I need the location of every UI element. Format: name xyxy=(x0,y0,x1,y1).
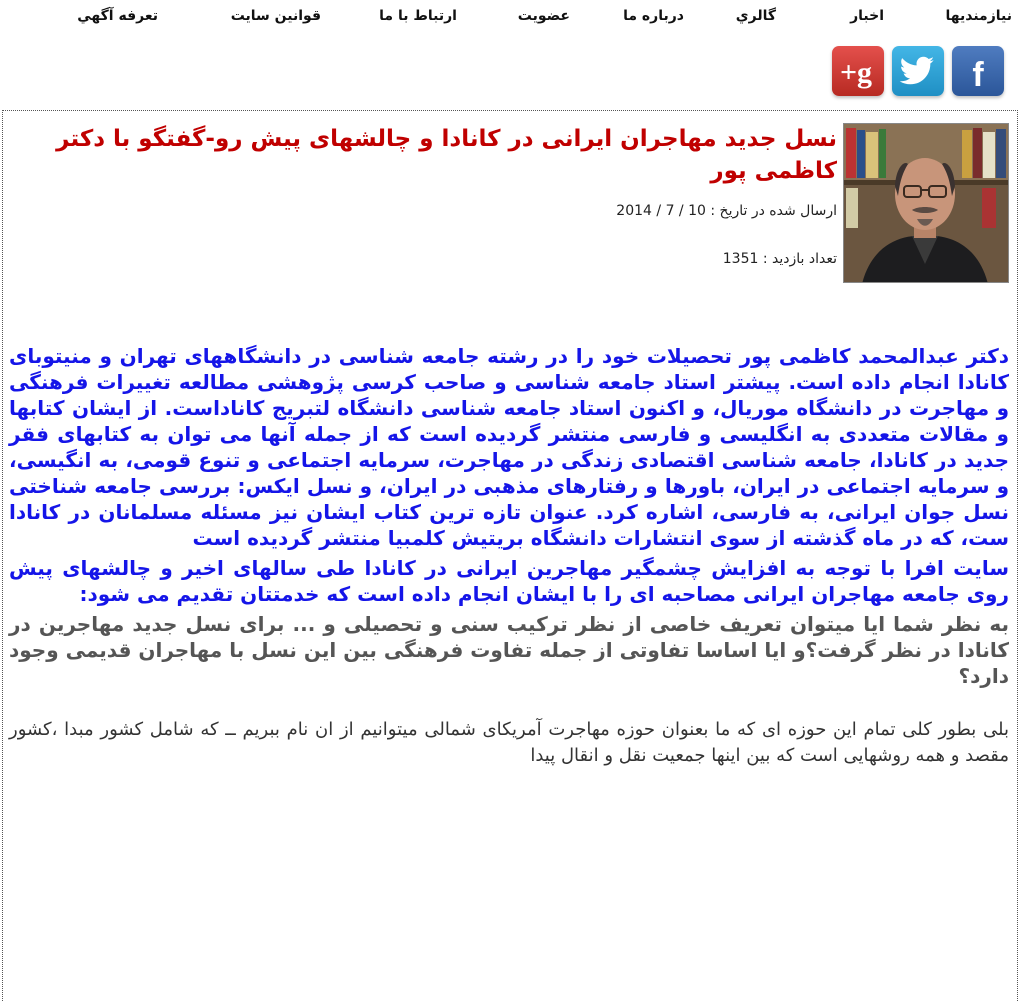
nav-link-classifieds[interactable]: نيازمنديها xyxy=(945,8,1012,24)
author-photo xyxy=(843,123,1009,283)
top-nav xyxy=(0,0,1024,36)
nav-link-membership[interactable]: عضويت xyxy=(517,8,570,24)
facebook-icon[interactable] xyxy=(952,46,1004,96)
twitter-icon[interactable] xyxy=(892,46,944,96)
nav-link-contact[interactable]: ارتباط با ما xyxy=(379,8,457,24)
google-plus-icon[interactable] xyxy=(832,46,884,96)
site-intro-paragraph: سایت افرا با توجه به افزایش چشمگیر مهاجرین ایرانی در کانادا طی سالهای اخیر و چالشهای پیش روی جامعه مهاجران ایرانی مصاحبه ای را با ایشان انجام داده است که خدمتتان تقدیم می شود: xyxy=(9,556,1009,606)
nav-link-gallery[interactable]: گالري xyxy=(735,8,776,24)
nav-link-ad-rates[interactable]: تعرفه آگهي xyxy=(77,8,158,24)
nav-link-about[interactable]: درباره ما xyxy=(623,8,684,24)
interview-answer: بلی بطور کلی تمام این حوزه ای که ما بعنوان حوزه مهاجرت آمریکای شمالی میتوانیم از ان نام ببریم ــ که شامل کشور مبدا ،کشور مقصد و همه روشهایی است که بین اینها جمعیت نقل و انقال پیدا xyxy=(9,719,1009,766)
article xyxy=(2,110,1018,1001)
interview-question: به نظر شما ایا میتوان تعریف خاصی از نظر ترکیب سنی و تحصیلی و ... برای نسل جدید مهاجرین در کانادا در نظر گرفت؟و ایا اساسا تفاوتی از جمله تفاوت فرهنگی بین این نسل با مهاجران قدیمی وجود دارد؟ xyxy=(9,612,1009,688)
svg-text:f: f xyxy=(972,56,984,94)
svg-text:g+: g+ xyxy=(839,56,873,89)
nav-link-news[interactable]: اخبار xyxy=(850,8,884,24)
article-view-count: تعداد بازدید : 1351 xyxy=(722,251,837,267)
article-body xyxy=(9,343,1009,769)
nav-link-rules[interactable]: قوانين سايت xyxy=(230,8,321,24)
intro-paragraph: دکتر عبدالمحمد کاظمی پور تحصیلات خود را در رشته جامعه شناسی در دانشگاههای تهران و منیتوبای کانادا انجام داده است. پیشتر استاد جامعه شناسی و صاحب کرسی پژوهشی مطالعه تغییرات فرهنگی و مهاجرت در دانشگاه موریال، و اکنون استاد جامعه شناسی دانشگاه لتبریج کاناداست. از ایشان کتابها و مقالات متعددی به انگلیسی و فارسی منتشر گردیده است که از جمله آنها می توان به کتابهای فقر جدید در کانادا، جامعه شناسی اقتصادی زندگی در مهاجرت، سرمایه اجتماعی و تنوع قومی، به انگیسی، و سرمایه اجتماعی در ایران، باورها و رفتارهای مذهبی در ایران، و نسل ایکس: بررسی جامعه شناختی نسل جوان ایرانی، به فارسی، اشاره کرد. عنوان تازه ترین کتاب ایشان نیز مسئله مسلمانان در کانادا ست، که در ماه گذشته از سوی انتشارات دانشگاه بریتیش کلمبیا منتشر گردیده است xyxy=(9,344,1009,550)
social-share-bar xyxy=(832,46,1004,96)
article-date: ارسال شده در تاریخ : 10 / 7 / 2014 xyxy=(616,203,837,219)
article-title: نسل جدید مهاجران ایرانی در کانادا و چالشهای پیش رو-گفتگو با دکتر کاظمی پور xyxy=(56,126,837,184)
